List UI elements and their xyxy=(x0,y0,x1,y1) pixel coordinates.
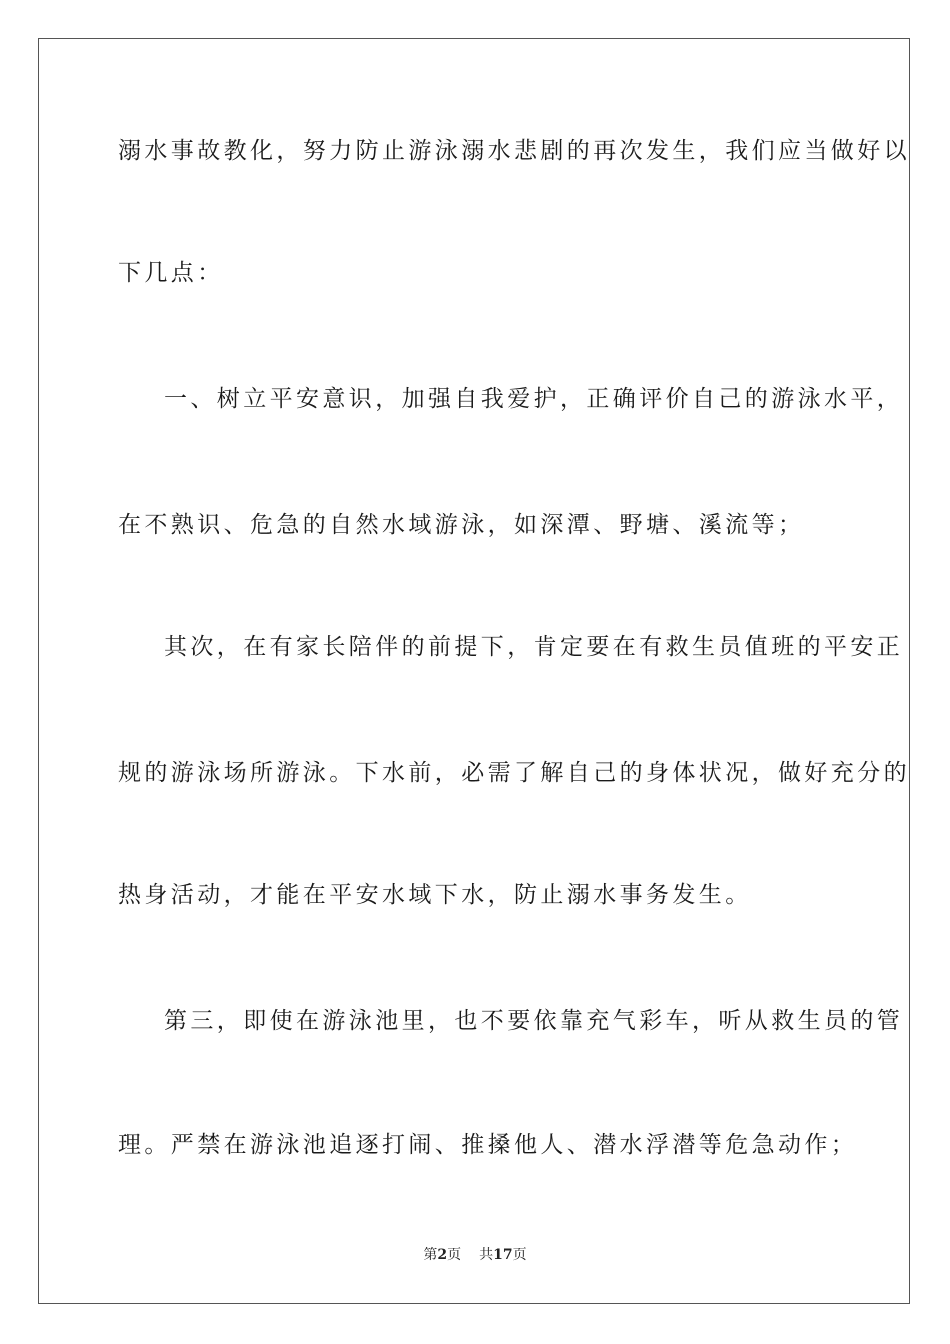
page-footer xyxy=(0,1246,950,1264)
page-number: 2 xyxy=(437,1247,448,1263)
paragraph-line: 一、树立平安意识，加强自我爱护，正确评价自己的游泳水平， xyxy=(164,386,904,412)
page-frame xyxy=(38,38,910,1304)
total-pages: 17 xyxy=(493,1247,513,1263)
total-pages-suffix: 页 xyxy=(512,1247,527,1263)
paragraph-line: 第三，即使在游泳池里，也不要依靠充气彩车，听从救生员的管 xyxy=(164,1008,904,1034)
paragraph-line: 规的游泳场所游泳。下水前，必需了解自己的身体状况，做好充分的 xyxy=(118,760,910,786)
page-number-suffix: 页 xyxy=(447,1247,462,1263)
paragraph-line: 理。严禁在游泳池追逐打闹、推搡他人、潜水浮潜等危急动作； xyxy=(118,1132,858,1158)
paragraph-line: 溺水事故教化，努力防止游泳溺水悲剧的再次发生，我们应当做好以 xyxy=(118,138,910,164)
paragraph-line: 热身活动，才能在平安水域下水，防止溺水事务发生。 xyxy=(118,882,752,908)
paragraph-line: 其次，在有家长陪伴的前提下，肯定要在有救生员值班的平安正 xyxy=(164,634,904,660)
page-number-prefix: 第 xyxy=(423,1247,438,1263)
paragraph-line: 在不熟识、危急的自然水域游泳，如深潭、野塘、溪流等； xyxy=(118,512,805,538)
total-pages-prefix: 共 xyxy=(479,1247,494,1263)
paragraph-line: 下几点： xyxy=(118,260,224,286)
